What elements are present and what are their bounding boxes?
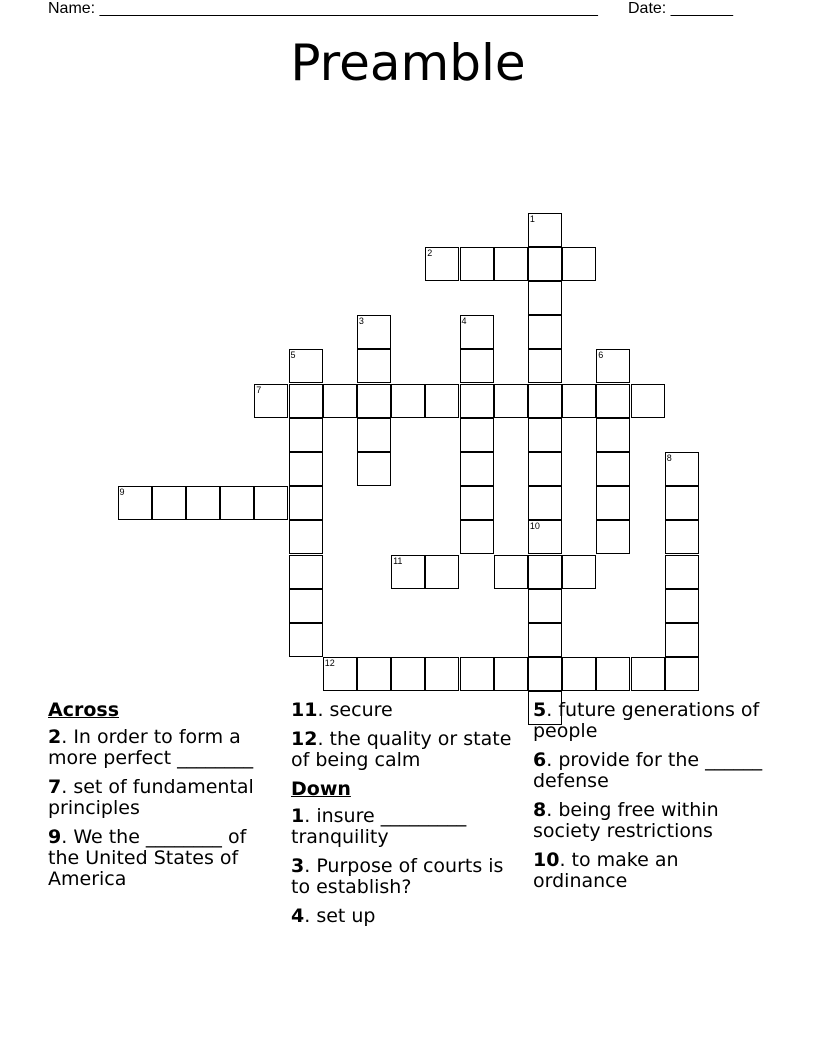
- grid-cell[interactable]: [289, 589, 323, 623]
- grid-cell[interactable]: [460, 418, 494, 452]
- clue-down-1: [291, 806, 526, 848]
- clue-column-3: [533, 700, 773, 900]
- cell-number: 1: [529, 213, 535, 224]
- clue-text: . set of fundamental principles: [48, 776, 254, 819]
- grid-cell[interactable]: [289, 418, 323, 452]
- grid-cell[interactable]: [254, 384, 288, 418]
- grid-cell[interactable]: [289, 623, 323, 657]
- grid-cell[interactable]: [631, 384, 665, 418]
- clue-number: 2: [48, 726, 62, 748]
- cell-number: 11: [393, 555, 403, 566]
- grid-cell[interactable]: [220, 486, 254, 520]
- clue-down-10: [533, 850, 773, 892]
- clue-text: . future generations of people: [533, 699, 760, 742]
- clue-number: 5: [533, 699, 547, 721]
- grid-cell[interactable]: [665, 486, 699, 520]
- cell-number: 6: [598, 350, 604, 361]
- grid-cell[interactable]: [152, 486, 186, 520]
- grid-cell[interactable]: [528, 452, 562, 486]
- clue-number: 9: [48, 826, 62, 848]
- grid-cell[interactable]: [289, 555, 323, 589]
- grid-cell[interactable]: [254, 486, 288, 520]
- grid-cell[interactable]: [562, 384, 596, 418]
- grid-cell[interactable]: [494, 384, 528, 418]
- cell-number: 8: [666, 453, 672, 463]
- clue-text: . We the ________ of the United States of America: [48, 826, 247, 890]
- cell-number: 12: [324, 658, 335, 669]
- grid-cell[interactable]: [357, 418, 391, 452]
- clue-across-12: [291, 729, 526, 771]
- grid-cell[interactable]: [665, 555, 699, 589]
- grid-cell[interactable]: [528, 520, 562, 554]
- clue-number: 12: [291, 728, 318, 750]
- grid-cell[interactable]: [357, 452, 391, 486]
- grid-cell[interactable]: [357, 384, 391, 418]
- grid-cell[interactable]: [391, 555, 425, 589]
- grid-cell[interactable]: [425, 555, 459, 589]
- cell-number: 3: [358, 316, 364, 327]
- clue-text: . Purpose of courts is to establish?: [291, 855, 504, 898]
- grid-cell[interactable]: [357, 349, 391, 383]
- clue-across-7: [48, 777, 283, 819]
- clue-column-2: [291, 700, 526, 935]
- grid-cell[interactable]: [460, 384, 494, 418]
- grid-cell[interactable]: [596, 349, 630, 383]
- clue-column-1: [48, 700, 283, 898]
- grid-cell[interactable]: [460, 486, 494, 520]
- clue-across-11: [291, 700, 526, 721]
- cell-number: 2: [427, 247, 433, 258]
- clue-text: . secure: [317, 699, 393, 721]
- date-field-label[interactable]: Date: _______: [628, 0, 733, 17]
- clue-text: . to make an ordinance: [533, 849, 679, 892]
- grid-cell[interactable]: [460, 452, 494, 486]
- grid-cell[interactable]: [528, 657, 562, 691]
- grid-cell[interactable]: [391, 657, 425, 691]
- clue-text: . set up: [304, 905, 376, 927]
- grid-cell[interactable]: [357, 657, 391, 691]
- cell-number: 10: [529, 521, 540, 532]
- grid-cell[interactable]: [528, 589, 562, 623]
- clue-number: 8: [533, 799, 547, 821]
- clue-number: 7: [48, 776, 62, 798]
- grid-cell[interactable]: [596, 486, 630, 520]
- grid-cell[interactable]: [562, 657, 596, 691]
- grid-cell[interactable]: [665, 623, 699, 657]
- grid-cell[interactable]: [596, 657, 630, 691]
- clue-number: 10: [533, 849, 560, 871]
- grid-cell[interactable]: [665, 520, 699, 554]
- grid-cell[interactable]: [562, 555, 596, 589]
- clue-text: . insure _________ tranquility: [291, 805, 467, 848]
- grid-cell[interactable]: [494, 555, 528, 589]
- name-field-label[interactable]: Name: ________________________________________________________: [48, 0, 598, 17]
- grid-cell[interactable]: [528, 486, 562, 520]
- grid-cell[interactable]: [460, 657, 494, 691]
- grid-cell[interactable]: [289, 452, 323, 486]
- grid-cell[interactable]: [665, 452, 699, 486]
- clue-number: 3: [291, 855, 305, 877]
- clue-text: . provide for the ______ defense: [533, 749, 763, 792]
- grid-cell[interactable]: [289, 384, 323, 418]
- grid-cell[interactable]: [391, 384, 425, 418]
- grid-cell[interactable]: [186, 486, 220, 520]
- grid-cell[interactable]: [323, 384, 357, 418]
- grid-cell[interactable]: [528, 213, 562, 247]
- clue-down-6: [533, 750, 773, 792]
- grid-cell[interactable]: [528, 418, 562, 452]
- grid-cell[interactable]: [528, 384, 562, 418]
- grid-cell[interactable]: [528, 349, 562, 383]
- cell-number: 9: [119, 487, 125, 498]
- clue-text: . In order to form a more perfect ________: [48, 726, 254, 769]
- down-heading: Down: [291, 778, 351, 800]
- grid-cell[interactable]: [289, 520, 323, 554]
- clue-down-3: [291, 856, 526, 898]
- grid-cell[interactable]: [631, 657, 665, 691]
- grid-cell[interactable]: [596, 418, 630, 452]
- grid-cell[interactable]: [528, 247, 562, 281]
- grid-cell[interactable]: [494, 657, 528, 691]
- across-heading: Across: [48, 699, 120, 721]
- grid-cell[interactable]: [118, 486, 152, 520]
- grid-cell[interactable]: [460, 520, 494, 554]
- grid-cell[interactable]: [528, 623, 562, 657]
- clue-number: 6: [533, 749, 547, 771]
- grid-cell[interactable]: [596, 384, 630, 418]
- grid-cell[interactable]: [665, 589, 699, 623]
- grid-cell[interactable]: [562, 247, 596, 281]
- grid-cell[interactable]: [460, 247, 494, 281]
- clue-down-5: [533, 700, 773, 742]
- grid-cell[interactable]: [289, 349, 323, 383]
- clue-down-8: [533, 800, 773, 842]
- grid-cell[interactable]: [460, 349, 494, 383]
- grid-cell[interactable]: [528, 281, 562, 315]
- grid-cell[interactable]: [596, 452, 630, 486]
- grid-cell[interactable]: [528, 555, 562, 589]
- cell-number: 4: [461, 316, 467, 327]
- grid-cell[interactable]: [665, 657, 699, 691]
- grid-cell[interactable]: [425, 384, 459, 418]
- cell-number: 7: [256, 384, 262, 395]
- grid-cell[interactable]: [494, 247, 528, 281]
- page-title: Preamble: [290, 34, 526, 92]
- clue-text: . being free within society restrictions: [533, 799, 719, 842]
- clue-text: . the quality or state of being calm: [291, 728, 512, 771]
- grid-cell[interactable]: [425, 247, 459, 281]
- grid-cell[interactable]: [323, 657, 357, 691]
- clue-across-2: [48, 727, 283, 769]
- grid-cell[interactable]: [425, 657, 459, 691]
- cell-number: 5: [290, 350, 296, 361]
- grid-cell[interactable]: [289, 486, 323, 520]
- clue-down-4: [291, 906, 526, 927]
- grid-cell[interactable]: [528, 315, 562, 349]
- clue-number: 11: [291, 699, 318, 721]
- clue-across-9: [48, 827, 283, 890]
- grid-cell[interactable]: [357, 315, 391, 349]
- clue-number: 4: [291, 905, 305, 927]
- grid-cell[interactable]: [596, 520, 630, 554]
- clue-number: 1: [291, 805, 305, 827]
- grid-cell[interactable]: [460, 315, 494, 349]
